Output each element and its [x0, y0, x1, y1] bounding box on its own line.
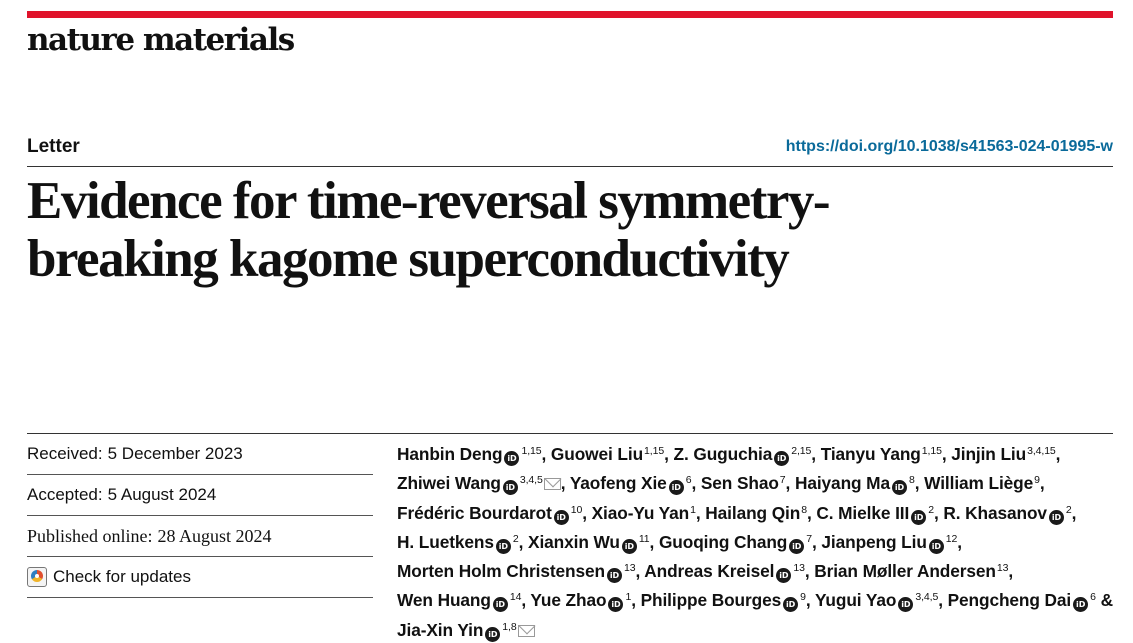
affiliation-marker: 1 — [625, 591, 632, 604]
orcid-icon[interactable]: iD — [608, 597, 623, 612]
orcid-icon[interactable]: iD — [1049, 510, 1064, 525]
affiliation-marker: 1,8 — [502, 620, 517, 633]
affiliation-marker: 2 — [1065, 503, 1072, 516]
author-separator: , — [914, 473, 925, 494]
orcid-icon[interactable]: iD — [622, 539, 637, 554]
affiliation-marker: 8 — [801, 503, 807, 516]
orcid-icon[interactable]: iD — [496, 539, 511, 554]
orcid-icon[interactable]: iD — [493, 597, 508, 612]
received-date: 5 December 2023 — [107, 444, 243, 463]
author-name-text[interactable]: Pengcheng Dai — [947, 590, 1072, 611]
author-separator: , — [560, 473, 570, 494]
published-date: 28 August 2024 — [157, 525, 272, 546]
affiliation-marker: 11 — [638, 532, 650, 545]
author-name[interactable] — [795, 473, 915, 493]
author-name[interactable] — [397, 532, 519, 552]
author-separator: , — [806, 502, 817, 523]
published-row — [27, 516, 373, 557]
author-separator: , — [631, 590, 641, 611]
affiliation-marker: 1 — [690, 503, 696, 516]
author-name[interactable] — [592, 503, 696, 523]
affiliation-marker: 12 — [945, 532, 958, 545]
author-name[interactable] — [397, 561, 635, 581]
author-separator: , — [649, 531, 659, 552]
affiliation-marker: 2 — [928, 503, 934, 516]
author-name-text[interactable]: H. Luetkens — [397, 531, 494, 552]
accepted-label: Accepted: — [27, 485, 103, 504]
author-name[interactable] — [705, 503, 807, 523]
author-name-text[interactable]: Hanbin Deng — [397, 444, 503, 464]
author-name[interactable] — [821, 532, 957, 552]
author-name[interactable] — [701, 473, 786, 493]
author-name-text[interactable]: Guoqing Chang — [658, 531, 788, 552]
orcid-icon[interactable]: iD — [898, 597, 913, 612]
affiliation-marker: 6 — [1090, 591, 1096, 604]
author-name[interactable] — [397, 473, 561, 493]
journal-accent-bar — [27, 11, 1113, 18]
orcid-icon[interactable]: iD — [776, 568, 791, 583]
author-name-text[interactable]: Sen Shao — [700, 473, 779, 494]
author-name-text[interactable]: Zhiwei Wang — [397, 473, 501, 494]
author-separator: , — [695, 502, 706, 523]
check-for-updates-label[interactable]: Check for updates — [53, 567, 191, 586]
author-name-text[interactable]: Hailang Qin — [705, 502, 801, 523]
author-name-text[interactable]: Guowei Liu — [550, 444, 644, 464]
divider — [27, 166, 1113, 167]
received-label: Received: — [27, 444, 103, 463]
author-name[interactable] — [570, 473, 692, 493]
author-name-text[interactable]: Yugui Yao — [814, 590, 897, 611]
orcid-icon[interactable]: iD — [1073, 597, 1088, 612]
affiliation-marker: 14 — [509, 591, 522, 604]
author-separator: , — [664, 444, 674, 464]
check-for-updates-button[interactable] — [27, 557, 373, 598]
author-name-text[interactable]: Andreas Kreisel — [644, 561, 775, 582]
affiliation-marker: 3,4,5 — [915, 591, 939, 604]
affiliation-marker: 10 — [570, 503, 583, 516]
orcid-icon[interactable]: iD — [929, 539, 944, 554]
accepted-row — [27, 475, 373, 516]
author-name-text[interactable]: Z. Guguchia — [673, 444, 773, 464]
author-name[interactable] — [641, 590, 806, 610]
orcid-icon[interactable]: iD — [607, 568, 622, 583]
received-row — [27, 434, 373, 475]
author-name[interactable] — [530, 590, 631, 610]
orcid-icon[interactable]: iD — [892, 480, 907, 495]
author-name[interactable] — [948, 590, 1096, 610]
author-name[interactable] — [951, 444, 1055, 464]
journal-name[interactable]: nature materials — [27, 22, 294, 58]
author-name[interactable] — [397, 620, 535, 640]
orcid-icon[interactable]: iD — [504, 451, 519, 466]
affiliation-marker: 2,15 — [791, 445, 812, 457]
affiliation-marker: 6 — [685, 474, 692, 487]
author-name-text[interactable]: Yue Zhao — [530, 590, 607, 611]
author-name[interactable] — [815, 590, 938, 610]
author-name-text[interactable]: Haiyang Ma — [794, 473, 890, 494]
orcid-icon[interactable]: iD — [669, 480, 684, 495]
author-separator: , — [812, 531, 822, 552]
author-name[interactable] — [528, 532, 650, 552]
affiliation-marker: 13 — [996, 562, 1009, 575]
author-name-text[interactable]: Jianpeng Liu — [821, 531, 927, 552]
author-separator: , — [691, 473, 701, 494]
author-name-text[interactable]: Morten Holm Christensen — [397, 561, 605, 582]
author-name-text[interactable]: Jia-Xin Yin — [397, 619, 484, 640]
author-separator: , — [1039, 473, 1045, 494]
author-name[interactable] — [924, 473, 1040, 493]
orcid-icon[interactable]: iD — [774, 451, 789, 466]
article-metadata — [27, 434, 373, 598]
affiliation-marker: 8 — [909, 474, 915, 487]
author-name-text[interactable]: Wen Huang — [397, 590, 491, 611]
doi-link[interactable]: https://doi.org/10.1038/s41563-024-01995-w — [785, 138, 1113, 155]
author-name[interactable] — [659, 532, 812, 552]
affiliation-marker: 1,15 — [644, 445, 665, 457]
article-title: Evidence for time-reversal symmetry-breaking kagome superconductivity — [27, 172, 830, 288]
orcid-icon[interactable]: iD — [789, 539, 804, 554]
author-name-text[interactable]: William Liège — [924, 473, 1034, 494]
accepted-date: 5 August 2024 — [107, 485, 217, 504]
author-list — [397, 438, 1127, 643]
author-separator: , — [1008, 561, 1014, 582]
author-name-text[interactable]: Brian Møller Andersen — [814, 561, 996, 582]
affiliation-marker: 1,15 — [521, 445, 542, 457]
author-separator: , — [582, 502, 592, 523]
email-icon[interactable] — [518, 625, 535, 637]
orcid-icon[interactable]: iD — [911, 510, 926, 525]
crossmark-icon[interactable] — [27, 567, 47, 587]
author-name-text[interactable]: Frédéric Bourdarot — [397, 502, 552, 523]
author-separator: , — [805, 590, 815, 611]
author-name[interactable] — [551, 444, 664, 464]
author-separator: , — [541, 444, 551, 464]
affiliation-marker: 9 — [1034, 474, 1040, 487]
published-label: Published online: — [27, 525, 153, 546]
author-name[interactable] — [397, 590, 521, 610]
author-name[interactable] — [816, 503, 934, 523]
author-separator: , — [933, 502, 944, 523]
affiliation-marker: 3,4,15 — [1027, 445, 1056, 457]
author-name[interactable] — [644, 561, 805, 581]
author-separator: & — [1095, 590, 1113, 611]
affiliation-marker: 13 — [793, 562, 805, 575]
article-type: Letter — [27, 136, 80, 157]
author-separator: , — [957, 531, 962, 552]
affiliation-marker: 2 — [512, 532, 519, 545]
author-separator: , — [811, 444, 821, 464]
orcid-icon[interactable]: iD — [503, 480, 518, 495]
affiliation-marker: 3,4,5 — [519, 474, 543, 487]
affiliation-marker: 9 — [800, 591, 806, 604]
affiliation-marker: 7 — [806, 532, 812, 545]
author-name-text[interactable]: Xianxin Wu — [528, 531, 620, 552]
orcid-icon[interactable]: iD — [783, 597, 798, 612]
affiliation-marker: 7 — [779, 474, 786, 487]
orcid-icon[interactable]: iD — [554, 510, 569, 525]
author-name[interactable] — [674, 444, 812, 464]
email-icon[interactable] — [544, 478, 561, 490]
author-separator: , — [785, 473, 795, 494]
author-separator: , — [804, 561, 815, 582]
author-name-text[interactable]: Xiao-Yu Yan — [591, 502, 690, 523]
author-name-text[interactable]: C. Mielke III — [816, 502, 910, 523]
author-name[interactable] — [821, 444, 942, 464]
author-separator: , — [518, 531, 529, 552]
author-separator: , — [941, 444, 952, 464]
author-separator: , — [1055, 444, 1061, 464]
author-separator: , — [635, 561, 645, 582]
affiliation-marker: 13 — [623, 562, 636, 575]
author-name-text[interactable]: Jinjin Liu — [951, 444, 1027, 464]
affiliation-marker: 1,15 — [921, 445, 942, 457]
orcid-icon[interactable]: iD — [485, 627, 500, 642]
author-name-text[interactable]: R. Khasanov — [943, 502, 1047, 523]
author-name[interactable] — [814, 561, 1008, 581]
author-name-text[interactable]: Yaofeng Xie — [569, 473, 667, 494]
author-name-text[interactable]: Philippe Bourges — [640, 590, 782, 611]
author-separator: , — [521, 590, 531, 611]
author-name-text[interactable]: Tianyu Yang — [820, 444, 921, 464]
author-separator: , — [938, 590, 948, 611]
author-separator: , — [1071, 502, 1077, 523]
author-name[interactable] — [397, 503, 582, 523]
author-name[interactable] — [397, 444, 542, 464]
author-name[interactable] — [943, 503, 1071, 523]
